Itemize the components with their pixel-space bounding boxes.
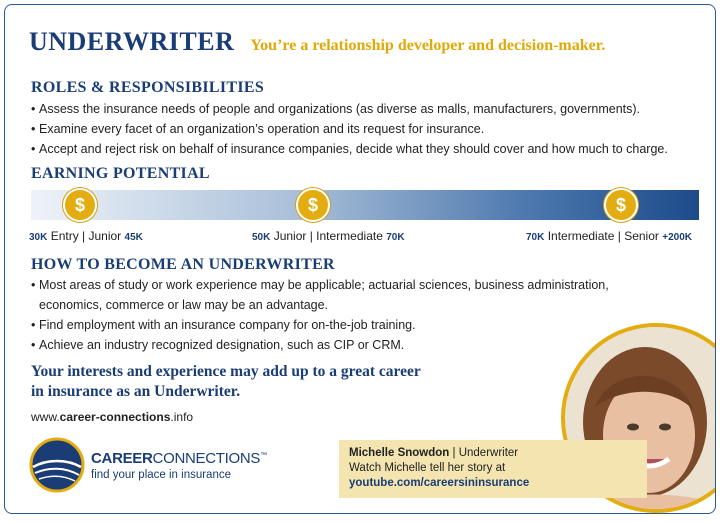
list-item: • Most areas of study or work experience may be applicable; actuarial sciences, business administration, economics, commerce or law may be an advantage. xyxy=(31,275,671,315)
call-to-action: Your interests and experience may add up to a great career in insurance as an Underwriter. xyxy=(31,363,421,400)
tagline: You’re a relationship developer and decision-maker. xyxy=(250,37,606,54)
earning-heading: EARNING POTENTIAL xyxy=(31,165,210,182)
dollar-coin-icon: $ xyxy=(296,188,330,222)
career-card xyxy=(4,4,716,514)
earning-label-senior: 70K Intermediate | Senior +200K xyxy=(526,229,692,243)
how-heading: HOW TO BECOME AN UNDERWRITER xyxy=(31,256,335,273)
dollar-coin-icon: $ xyxy=(63,188,97,222)
earning-label-entry: 30K Entry | Junior 45K xyxy=(29,229,143,243)
header xyxy=(29,27,605,57)
roles-heading: ROLES & RESPONSIBILITIES xyxy=(31,79,265,96)
page-title: UNDERWRITER xyxy=(29,27,235,56)
earning-label-intermediate: 50K Junior | Intermediate 70K xyxy=(252,229,405,243)
globe-icon xyxy=(29,437,85,493)
earning-bar xyxy=(31,190,699,220)
roles-list xyxy=(31,99,701,159)
video-link[interactable]: youtube.com/careersininsurance xyxy=(349,477,530,489)
brand-name: CAREERCONNECTIONS™ xyxy=(91,449,267,467)
career-connections-logo xyxy=(29,437,267,493)
brand-tagline: find your place in insurance xyxy=(91,468,231,481)
list-item: • Accept and reject risk on behalf of insurance companies, decide what they should cover and how much to charge. xyxy=(31,139,701,159)
website-link[interactable]: www.career-connections.info xyxy=(31,410,194,424)
list-item: • Examine every facet of an organization’s operation and its request for insurance. xyxy=(31,119,701,139)
list-item: • Find employment with an insurance company for on-the-job training. xyxy=(31,315,671,335)
dollar-coin-icon: $ xyxy=(604,188,638,222)
person-name: Michelle Snowdon xyxy=(349,447,450,459)
list-item: • Assess the insurance needs of people and organizations (as diverse as malls, manufacturers, governments). xyxy=(31,99,701,119)
person-info: Michelle Snowdon | Underwriter Watch Michelle tell her story at youtube.com/careersininsurance xyxy=(339,440,647,498)
how-list xyxy=(31,275,671,355)
list-item: • Achieve an industry recognized designation, such as CIP or CRM. xyxy=(31,335,671,355)
